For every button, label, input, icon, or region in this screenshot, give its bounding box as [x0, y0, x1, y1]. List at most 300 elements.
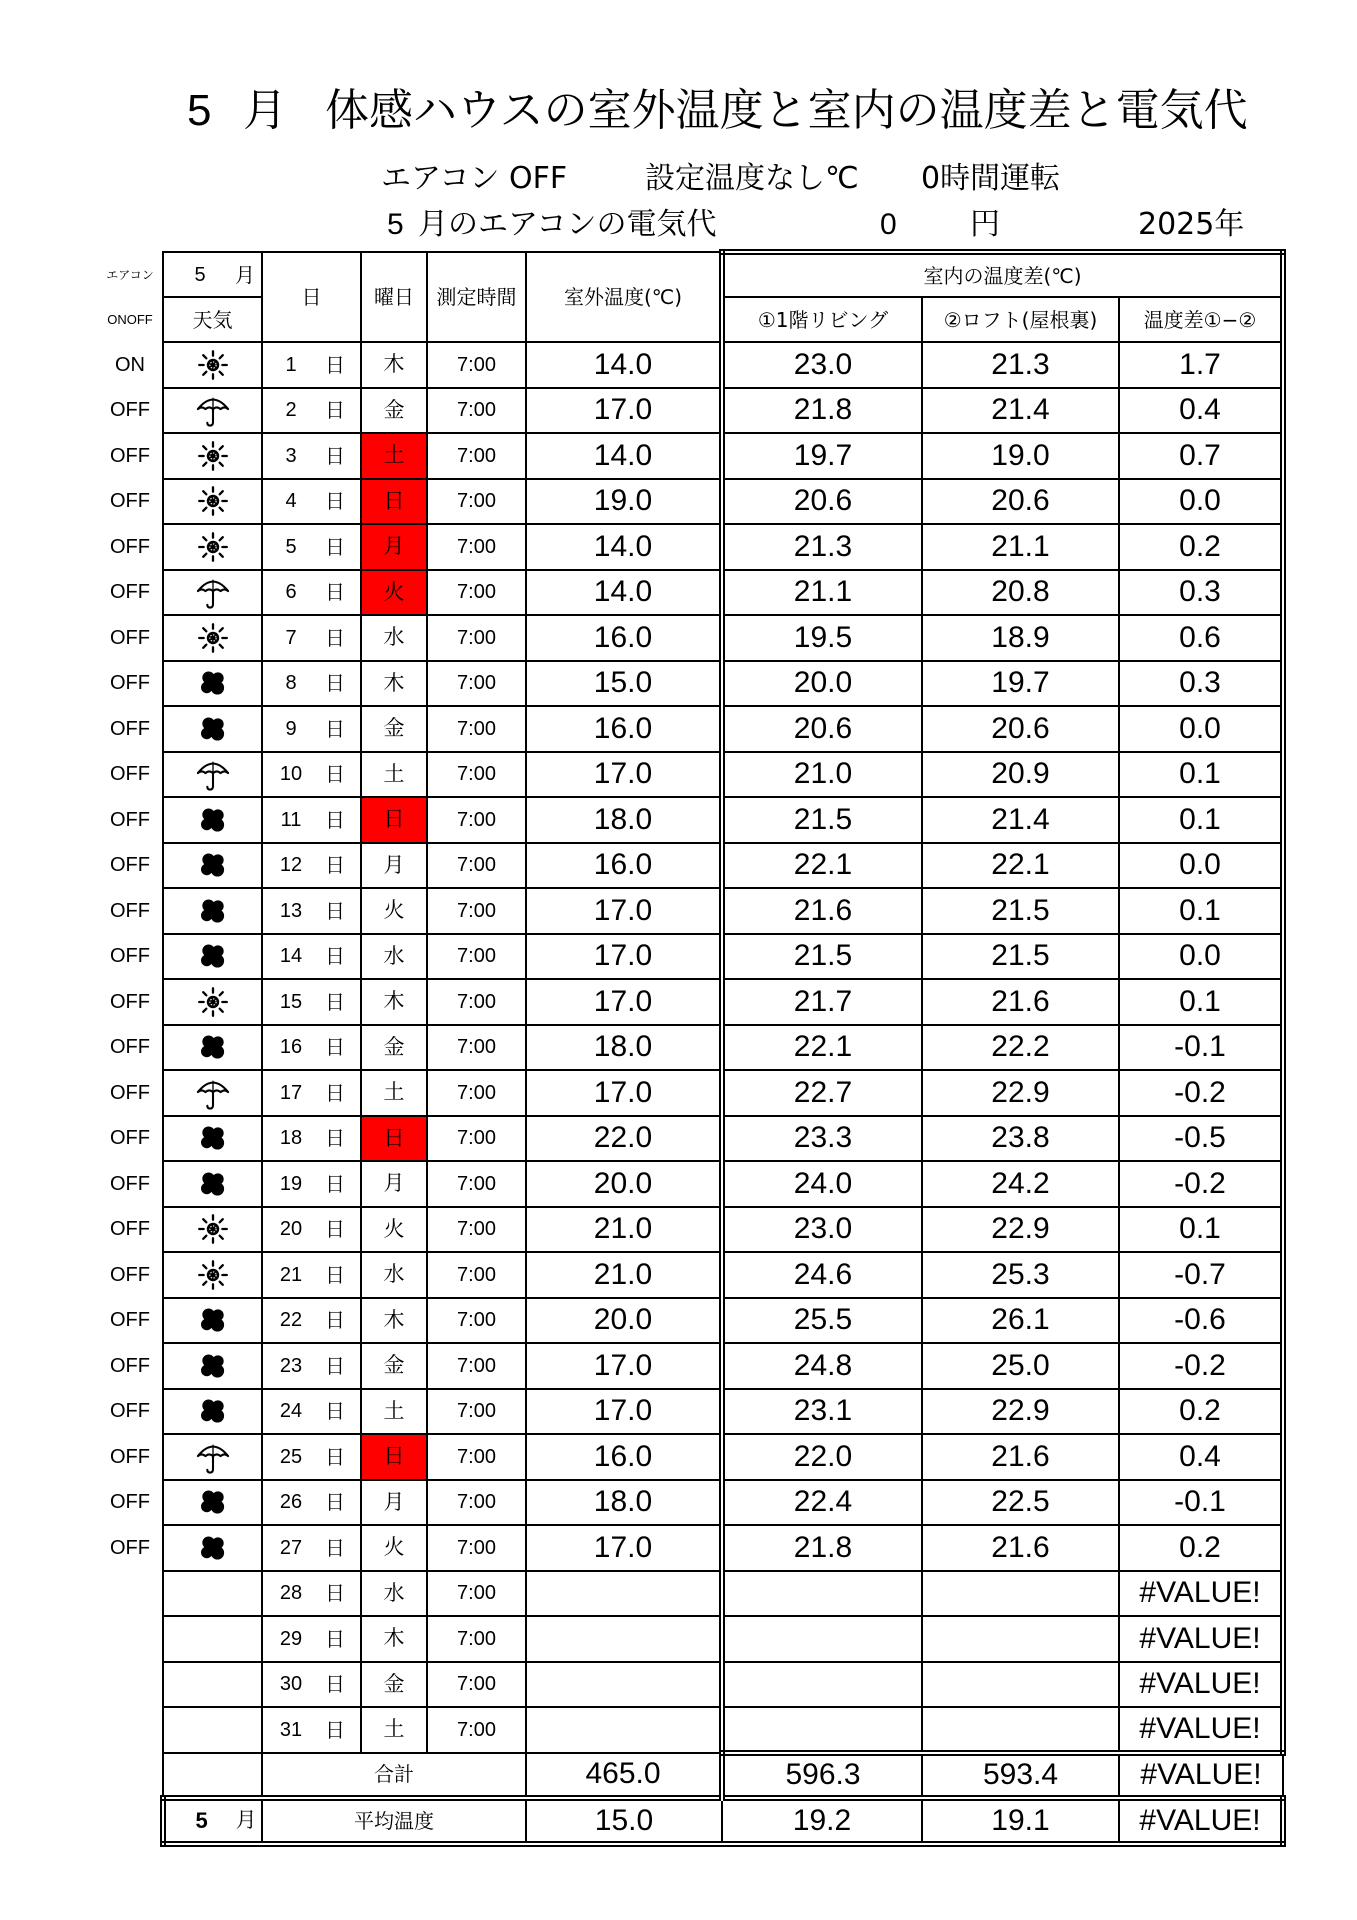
loft-temp: 20.6: [922, 479, 1119, 525]
weekday-cell: 水: [361, 615, 427, 661]
day-number: 3: [285, 444, 297, 467]
temp-diff: 0.2: [1119, 524, 1283, 570]
sun-icon: [197, 1259, 229, 1291]
day-pair: [263, 1171, 360, 1196]
cloud-icon: [197, 1395, 229, 1427]
day-unit: 日: [325, 1308, 345, 1333]
weekday-cell: 木: [361, 979, 427, 1025]
weekday-cell: 土: [361, 752, 427, 798]
temp-diff: #VALUE!: [1119, 1707, 1283, 1753]
day-cell: [262, 1070, 361, 1116]
weather-icon-wrap: [164, 1532, 261, 1564]
table-row: [98, 1480, 1283, 1526]
weather-icon-wrap: [164, 1304, 261, 1336]
average-diff: #VALUE!: [1119, 1798, 1283, 1844]
cloud-icon: [197, 667, 229, 699]
umbrella-icon: [196, 757, 230, 791]
time-cell: 7:00: [427, 1662, 526, 1708]
day-number: 13: [279, 899, 303, 922]
temp-diff: -0.2: [1119, 1161, 1283, 1207]
day-pair: [263, 1717, 360, 1742]
living-temp: 20.0: [722, 661, 922, 707]
onoff-status: OFF: [110, 490, 150, 513]
onoff-status: OFF: [110, 535, 150, 558]
weather-icon-wrap: [164, 713, 261, 745]
day-unit: 日: [325, 625, 345, 650]
average-living: 19.2: [722, 1798, 922, 1844]
living-temp: 21.6: [722, 888, 922, 934]
outdoor-temp: 16.0: [526, 843, 722, 889]
living-temp: 21.1: [722, 570, 922, 616]
day-pair: [263, 671, 360, 696]
day-unit: 日: [325, 944, 345, 969]
weather-cell: [163, 661, 262, 707]
outdoor-temp: [526, 1662, 722, 1708]
temp-diff: 0.2: [1119, 1389, 1283, 1435]
temp-diff: 0.1: [1119, 1207, 1283, 1253]
weather-icon-wrap: [164, 575, 261, 609]
loft-temp: [922, 1571, 1119, 1617]
day-cell: [262, 1343, 361, 1389]
day-pair: [263, 807, 360, 832]
weather-icon-wrap: [164, 1486, 261, 1518]
temp-diff: 0.7: [1119, 433, 1283, 479]
weather-icon-wrap: [164, 895, 261, 927]
temp-diff: 0.4: [1119, 388, 1283, 434]
outdoor-temp: 14.0: [526, 433, 722, 479]
time-cell: 7:00: [427, 1298, 526, 1344]
day-cell: [262, 1434, 361, 1480]
loft-temp: 26.1: [922, 1298, 1119, 1344]
loft-temp: [922, 1707, 1119, 1753]
weekday-cell: 土: [361, 1070, 427, 1116]
table-row: [98, 1161, 1283, 1207]
day-unit: 日: [325, 1080, 345, 1105]
weather-icon-wrap: [164, 1259, 261, 1291]
living-temp: 21.5: [722, 797, 922, 843]
time-cell: 7:00: [427, 1070, 526, 1116]
day-unit: 日: [325, 762, 345, 787]
living-temp: 23.1: [722, 1389, 922, 1435]
day-number: 4: [285, 490, 297, 513]
loft-temp: 22.5: [922, 1480, 1119, 1526]
living-temp: 22.7: [722, 1070, 922, 1116]
day-unit: 日: [325, 1626, 345, 1651]
living-temp: 21.5: [722, 934, 922, 980]
temp-diff: 0.1: [1119, 797, 1283, 843]
living-temp: 23.3: [722, 1116, 922, 1162]
weekday-cell: 日: [361, 1434, 427, 1480]
weather-icon-wrap: [164, 1213, 261, 1245]
day-number: 28: [279, 1582, 303, 1605]
table-row: [98, 1389, 1283, 1435]
onoff-status: OFF: [110, 1400, 150, 1423]
day-number: 25: [279, 1445, 303, 1468]
temp-diff: -0.1: [1119, 1480, 1283, 1526]
cloud-icon: [197, 1031, 229, 1063]
day-cell: [262, 1571, 361, 1617]
loft-temp: [922, 1616, 1119, 1662]
outdoor-temp: 21.0: [526, 1252, 722, 1298]
day-unit: 日: [325, 1217, 345, 1242]
day-number: 23: [279, 1354, 303, 1377]
day-number: 9: [285, 717, 297, 740]
day-cell: [262, 1707, 361, 1753]
average-onoff-cell: [98, 1798, 163, 1844]
average-month-number: 5: [195, 1807, 208, 1833]
day-unit: 日: [325, 1444, 345, 1469]
onoff-status: OFF: [110, 1218, 150, 1241]
temp-diff: 0.0: [1119, 934, 1283, 980]
living-temp: 23.0: [722, 1207, 922, 1253]
time-cell: 7:00: [427, 570, 526, 616]
onoff-status: [98, 1662, 163, 1708]
temp-diff: -0.1: [1119, 1025, 1283, 1071]
loft-temp: 20.8: [922, 570, 1119, 616]
day-cell: [262, 479, 361, 525]
day-cell: [262, 570, 361, 616]
temp-diff: -0.2: [1119, 1343, 1283, 1389]
cloud-icon: [197, 1168, 229, 1200]
day-cell: [262, 388, 361, 434]
day-cell: [262, 979, 361, 1025]
temp-diff: #VALUE!: [1119, 1662, 1283, 1708]
weather-cell: [163, 1161, 262, 1207]
day-number: 14: [279, 945, 303, 968]
onoff-status: OFF: [110, 763, 150, 786]
table-row: [98, 1343, 1283, 1389]
day-unit: 日: [325, 671, 345, 696]
loft-temp: 25.0: [922, 1343, 1119, 1389]
weather-cell: [163, 1480, 262, 1526]
weekday-cell: 日: [361, 1116, 427, 1162]
living-temp: 24.6: [722, 1252, 922, 1298]
loft-temp: 21.5: [922, 934, 1119, 980]
day-unit: 日: [325, 807, 345, 832]
weekday-cell: 土: [361, 433, 427, 479]
table-row: [98, 1434, 1283, 1480]
day-number: 16: [279, 1036, 303, 1059]
outdoor-temp: 17.0: [526, 388, 722, 434]
cloud-icon: [197, 1350, 229, 1382]
weather-cell: [163, 706, 262, 752]
table-row: [98, 1525, 1283, 1571]
day-pair: [263, 580, 360, 605]
table-row: [98, 1298, 1283, 1344]
weather-cell: [163, 888, 262, 934]
time-cell: 7:00: [427, 843, 526, 889]
onoff-status: OFF: [110, 1081, 150, 1104]
table-row: [98, 524, 1283, 570]
living-header: ①1階リビング: [722, 297, 922, 342]
temp-diff: -0.2: [1119, 1070, 1283, 1116]
loft-header: ②ロフト(屋根裏): [922, 297, 1119, 342]
outdoor-temp: 17.0: [526, 752, 722, 798]
loft-temp: 22.9: [922, 1207, 1119, 1253]
weather-icon-wrap: [164, 531, 261, 563]
time-cell: 7:00: [427, 1252, 526, 1298]
temp-diff: -0.7: [1119, 1252, 1283, 1298]
day-pair: [263, 1581, 360, 1606]
weather-cell: [163, 1116, 262, 1162]
temp-diff: 0.1: [1119, 979, 1283, 1025]
living-temp: [722, 1662, 922, 1708]
onoff-status: OFF: [110, 717, 150, 740]
onoff-status: OFF: [110, 1536, 150, 1559]
temperature-sheet: [98, 249, 1286, 1847]
weekday-cell: 金: [361, 1343, 427, 1389]
weekday-cell: 日: [361, 797, 427, 843]
weekday-cell: 月: [361, 843, 427, 889]
weather-cell: [163, 979, 262, 1025]
diff-header: 温度差①−②: [1119, 297, 1283, 342]
day-pair: [263, 1217, 360, 1242]
aircon-header: エアコン: [106, 267, 154, 282]
day-cell: [262, 797, 361, 843]
outdoor-temp: 17.0: [526, 1525, 722, 1571]
time-cell: 7:00: [427, 1571, 526, 1617]
temp-diff: 0.4: [1119, 1434, 1283, 1480]
outdoor-temp: 16.0: [526, 706, 722, 752]
cost-month-number: 5: [387, 208, 404, 241]
living-temp: 21.8: [722, 1525, 922, 1571]
time-cell: 7:00: [427, 797, 526, 843]
living-temp: 20.6: [722, 706, 922, 752]
loft-temp: 21.1: [922, 524, 1119, 570]
temp-diff: 0.2: [1119, 1525, 1283, 1571]
day-cell: [262, 661, 361, 707]
cloud-icon: [197, 1486, 229, 1518]
day-cell: [262, 706, 361, 752]
day-pair: [263, 1626, 360, 1651]
table-row: [98, 706, 1283, 752]
outdoor-temp: 18.0: [526, 797, 722, 843]
day-pair: [263, 1353, 360, 1378]
month-header-number: 5: [194, 263, 206, 286]
onoff-status: OFF: [110, 1036, 150, 1059]
total-living: 596.3: [722, 1753, 922, 1799]
onoff-status: OFF: [110, 854, 150, 877]
day-pair: [263, 853, 360, 878]
day-cell: [262, 1662, 361, 1708]
weekday-header: 曜日: [361, 252, 427, 342]
living-temp: 20.6: [722, 479, 922, 525]
weather-cell: [163, 1070, 262, 1116]
loft-temp: 22.9: [922, 1389, 1119, 1435]
day-pair: [263, 1035, 360, 1060]
day-cell: [262, 934, 361, 980]
day-unit: 日: [325, 1490, 345, 1515]
day-cell: [262, 433, 361, 479]
table-row: [98, 479, 1283, 525]
weather-cell: [163, 388, 262, 434]
temp-diff: 1.7: [1119, 342, 1283, 388]
weather-cell: [163, 797, 262, 843]
cloud-icon: [197, 804, 229, 836]
time-cell: 7:00: [427, 524, 526, 570]
time-cell: 7:00: [427, 1343, 526, 1389]
total-weather-cell: [163, 1753, 262, 1799]
outdoor-temp: [526, 1616, 722, 1662]
day-number: 26: [279, 1491, 303, 1514]
weather-cell: [163, 1525, 262, 1571]
temp-diff: 0.1: [1119, 752, 1283, 798]
table-row: [98, 661, 1283, 707]
weekday-cell: 木: [361, 342, 427, 388]
temp-diff: -0.6: [1119, 1298, 1283, 1344]
onoff-status: OFF: [110, 1445, 150, 1468]
weekday-cell: 金: [361, 1662, 427, 1708]
weekday-cell: 木: [361, 1298, 427, 1344]
living-temp: 25.5: [722, 1298, 922, 1344]
onoff-status: OFF: [110, 399, 150, 422]
day-pair: [263, 443, 360, 468]
outdoor-temp: 16.0: [526, 1434, 722, 1480]
day-unit: 日: [325, 1171, 345, 1196]
day-cell: [262, 615, 361, 661]
day-pair: [263, 625, 360, 650]
day-number: 20: [279, 1218, 303, 1241]
day-number: 17: [279, 1081, 303, 1104]
time-header: 測定時間: [427, 252, 526, 342]
weekday-cell: 火: [361, 1207, 427, 1253]
outdoor-temp-header: 室外温度(℃): [526, 252, 722, 342]
time-cell: 7:00: [427, 1161, 526, 1207]
temp-diff: 0.0: [1119, 706, 1283, 752]
weekday-cell: 木: [361, 661, 427, 707]
day-pair: [263, 989, 360, 1014]
onoff-status: OFF: [110, 1172, 150, 1195]
total-loft: 593.4: [922, 1753, 1119, 1799]
day-number: 22: [279, 1309, 303, 1332]
onoff-status: OFF: [110, 808, 150, 831]
total-onoff-cell: [98, 1753, 163, 1799]
year-label: 2025年: [1138, 207, 1245, 242]
time-cell: 7:00: [427, 1389, 526, 1435]
day-unit: 日: [325, 1262, 345, 1287]
table-row: [98, 1662, 1283, 1708]
time-cell: 7:00: [427, 388, 526, 434]
day-unit: 日: [325, 352, 345, 377]
table-row: [98, 934, 1283, 980]
weather-icon-wrap: [164, 440, 261, 472]
weather-cell: [163, 570, 262, 616]
living-temp: 21.0: [722, 752, 922, 798]
aircon-status: エアコン OFF: [381, 161, 568, 196]
day-cell: [262, 1298, 361, 1344]
loft-temp: 23.8: [922, 1116, 1119, 1162]
day-unit: 日: [325, 716, 345, 741]
temp-diff: #VALUE!: [1119, 1616, 1283, 1662]
onoff-status: ON: [115, 353, 145, 376]
day-number: 1: [285, 353, 297, 376]
time-cell: 7:00: [427, 1434, 526, 1480]
weather-icon-wrap: [164, 667, 261, 699]
table-row: [98, 433, 1283, 479]
time-cell: 7:00: [427, 934, 526, 980]
time-cell: 7:00: [427, 979, 526, 1025]
table-row: [98, 979, 1283, 1025]
table-row: [98, 1116, 1283, 1162]
day-unit: 日: [325, 898, 345, 923]
weather-icon-wrap: [164, 804, 261, 836]
average-month-cell: [163, 1798, 262, 1844]
temp-diff: 0.1: [1119, 888, 1283, 934]
weather-icon-wrap: [164, 1076, 261, 1110]
outdoor-temp: 20.0: [526, 1161, 722, 1207]
loft-temp: 19.7: [922, 661, 1119, 707]
day-cell: [262, 888, 361, 934]
time-cell: 7:00: [427, 479, 526, 525]
title-month-unit: 月: [243, 85, 287, 136]
day-cell: [262, 1161, 361, 1207]
living-temp: 19.7: [722, 433, 922, 479]
average-row: [98, 1798, 1283, 1844]
day-cell: [262, 1207, 361, 1253]
time-cell: 7:00: [427, 1480, 526, 1526]
day-pair: [263, 1262, 360, 1287]
total-diff: #VALUE!: [1119, 1753, 1283, 1799]
total-label: 合計: [262, 1753, 526, 1799]
outdoor-temp: [526, 1707, 722, 1753]
living-temp: 21.3: [722, 524, 922, 570]
day-number: 12: [279, 854, 303, 877]
day-cell: [262, 1616, 361, 1662]
living-temp: [722, 1571, 922, 1617]
temp-diff: 0.0: [1119, 843, 1283, 889]
sun-icon: [197, 349, 229, 381]
table-row: [98, 1571, 1283, 1617]
cloud-icon: [197, 1122, 229, 1154]
day-number: 6: [285, 581, 297, 604]
day-number: 11: [280, 808, 302, 831]
living-temp: [722, 1616, 922, 1662]
time-cell: 7:00: [427, 615, 526, 661]
day-unit: 日: [325, 489, 345, 514]
day-pair: [263, 1535, 360, 1560]
time-cell: 7:00: [427, 1025, 526, 1071]
cloud-icon: [197, 713, 229, 745]
day-pair: [263, 1444, 360, 1469]
time-cell: 7:00: [427, 1616, 526, 1662]
weather-icon-wrap: [164, 1350, 261, 1382]
day-number: 19: [279, 1172, 303, 1195]
table-row: [98, 1070, 1283, 1116]
living-temp: 22.4: [722, 1480, 922, 1526]
day-pair: [263, 1490, 360, 1515]
cloud-icon: [197, 1304, 229, 1336]
average-month-unit: 月: [235, 1808, 257, 1833]
day-number: 31: [279, 1718, 303, 1741]
sun-icon: [197, 1213, 229, 1245]
day-number: 5: [285, 535, 297, 558]
total-outdoor: 465.0: [526, 1753, 722, 1799]
day-unit: 日: [325, 1672, 345, 1697]
weather-icon-wrap: [164, 1168, 261, 1200]
living-temp: 22.1: [722, 1025, 922, 1071]
day-cell: [262, 1389, 361, 1435]
loft-temp: 20.9: [922, 752, 1119, 798]
total-row: [98, 1753, 1283, 1799]
day-number: 21: [279, 1263, 303, 1286]
weather-icon-wrap: [164, 485, 261, 517]
onoff-status: OFF: [110, 581, 150, 604]
day-unit: 日: [325, 398, 345, 423]
weekday-cell: 日: [361, 479, 427, 525]
loft-temp: 21.6: [922, 1434, 1119, 1480]
day-pair: [263, 352, 360, 377]
onoff-status: OFF: [110, 672, 150, 695]
